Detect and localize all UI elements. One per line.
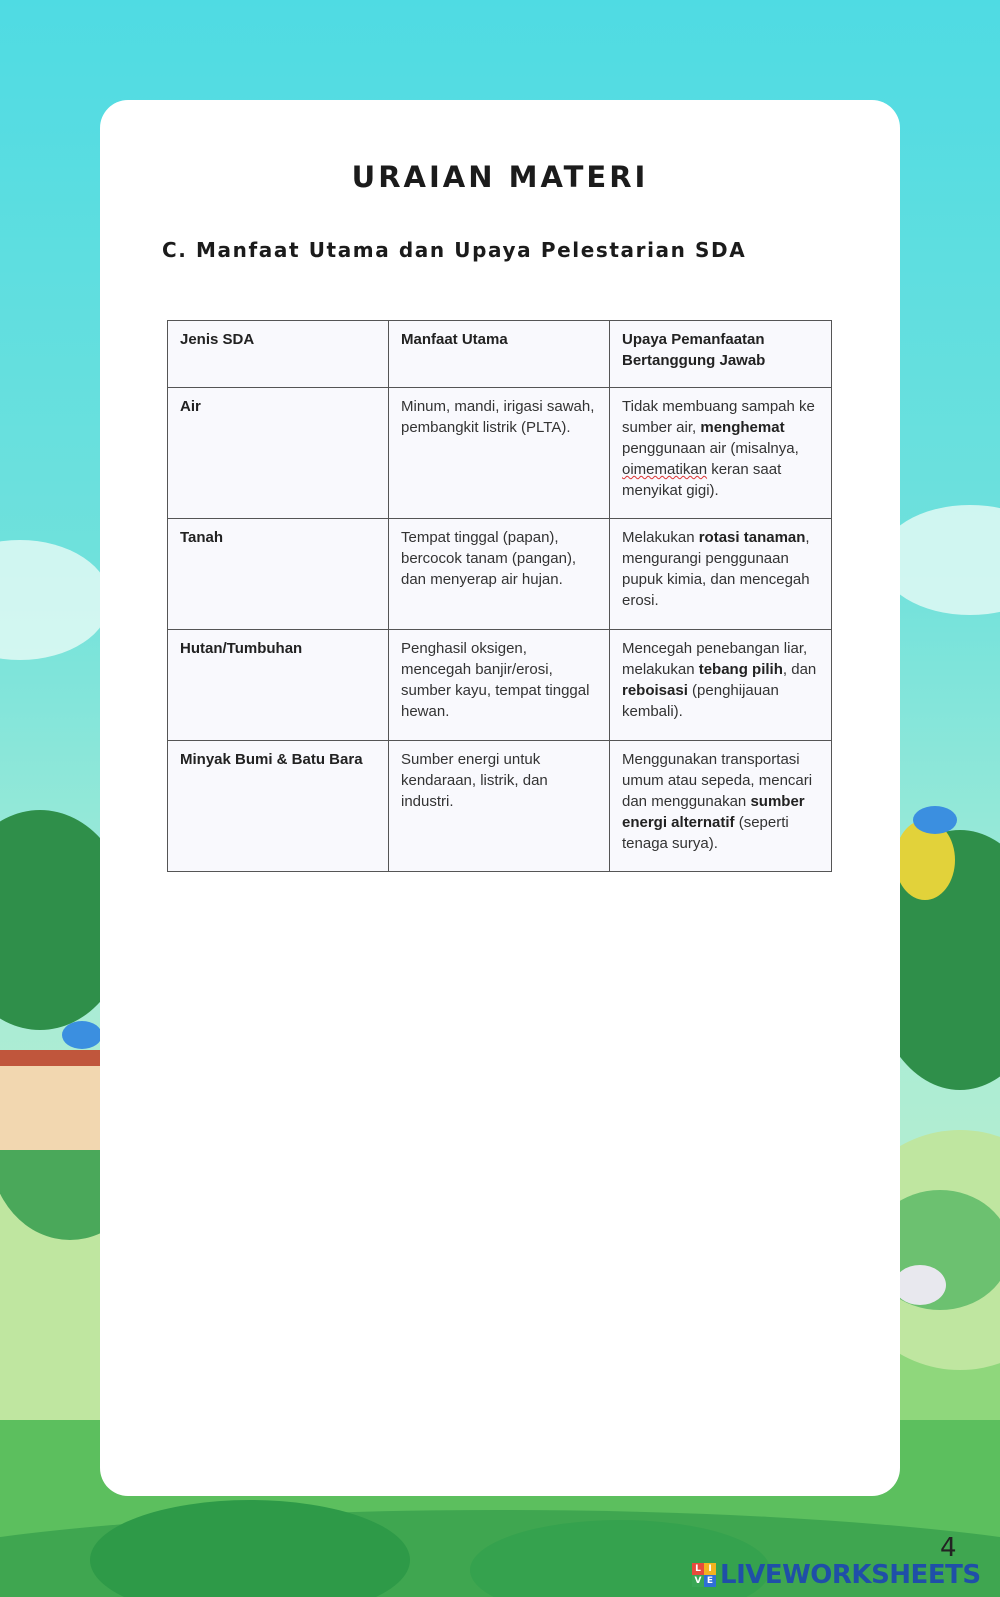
cell-jenis: Minyak Bumi & Batu Bara: [168, 741, 389, 872]
bird-right: [913, 806, 957, 834]
content-card: [100, 100, 900, 1496]
page-title: URAIAN MATERI: [351, 160, 649, 194]
liveworksheets-logo-text: LIVEWORKSHEETS: [720, 1560, 981, 1590]
cell-manfaat: Sumber energi untuk kendaraan, listrik, dan industri.: [389, 741, 610, 872]
header-upaya: Upaya Pemanfaatan Bertanggung Jawab: [610, 321, 832, 388]
page-number: 4: [940, 1533, 957, 1563]
bunny: [894, 1265, 946, 1305]
table-header-row: [168, 321, 832, 388]
header-jenis: Jenis SDA: [168, 321, 389, 388]
table-row: [168, 741, 832, 872]
cell-jenis: Air: [168, 388, 389, 519]
bird-left: [62, 1021, 102, 1049]
cell-jenis: Hutan/Tumbuhan: [168, 630, 389, 741]
cell-upaya: Melakukan rotasi tanaman, mengurangi penggunaan pupuk kimia, dan mencegah erosi.: [610, 519, 832, 630]
house: [0, 1060, 100, 1150]
liveworksheets-logo-icon: L I V E: [692, 1563, 716, 1587]
section-subtitle: C. Manfaat Utama dan Upaya Pelestarian SDA: [162, 238, 747, 262]
cell-upaya: Menggunakan transportasi umum atau sepeda, mencari dan menggunakan sumber energi alternatif (seperti tenaga surya).: [610, 741, 832, 872]
sda-table: [167, 320, 832, 872]
cell-upaya: Tidak membuang sampah ke sumber air, menghemat penggunaan air (misalnya, oimematikan keran saat menyikat gigi).: [610, 388, 832, 519]
cell-manfaat: Tempat tinggal (papan), bercocok tanam (pangan), dan menyerap air hujan.: [389, 519, 610, 630]
cell-manfaat: Penghasil oksigen, mencegah banjir/erosi, sumber kayu, tempat tinggal hewan.: [389, 630, 610, 741]
table-row: [168, 388, 832, 519]
house-roof: [0, 1050, 100, 1066]
liveworksheets-logo[interactable]: [692, 1558, 981, 1592]
cell-manfaat: Minum, mandi, irigasi sawah, pembangkit listrik (PLTA).: [389, 388, 610, 519]
header-manfaat: Manfaat Utama: [389, 321, 610, 388]
cell-jenis: Tanah: [168, 519, 389, 630]
table-row: [168, 630, 832, 741]
spellcheck-word: oimematikan: [622, 461, 708, 478]
cell-upaya: Mencegah penebangan liar, melakukan tebang pilih, dan reboisasi (penghijauan kembali).: [610, 630, 832, 741]
table-row: [168, 519, 832, 630]
